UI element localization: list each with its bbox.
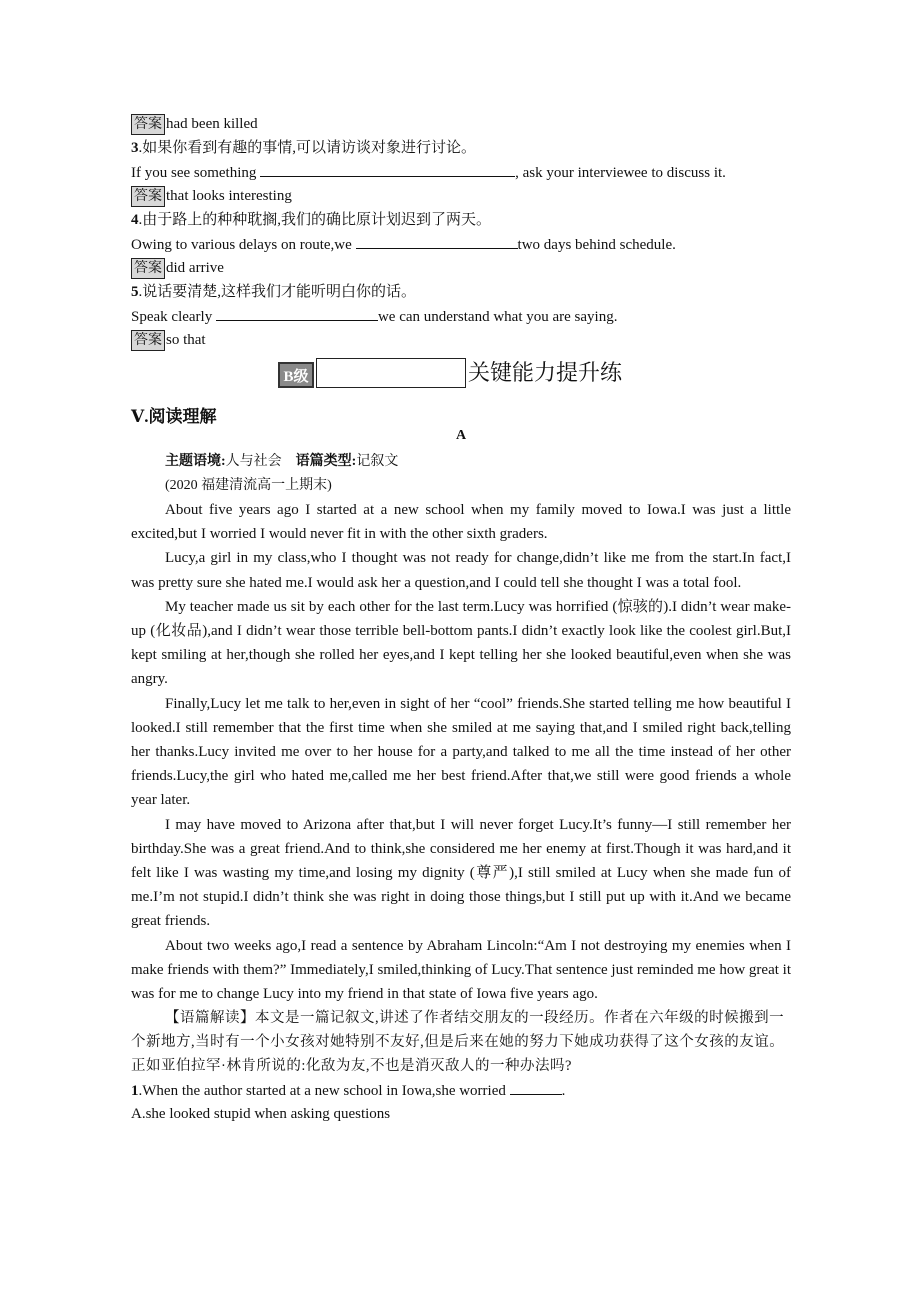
level-box [316, 358, 466, 388]
sentence-after: two days behind schedule. [517, 237, 676, 253]
theme-value: 人与社会 [225, 454, 282, 469]
paragraph-1: About five years ago I started at a new school when my family moved to Iowa.I was just a little excited,but I worried I would never fit in with the other sixth graders. [131, 502, 791, 543]
question-number: 5 [131, 284, 139, 300]
passage-label: A [455, 428, 467, 443]
sentence-before: If you see something [131, 165, 261, 181]
meta-line [131, 450, 791, 474]
answer-text: did arrive [166, 260, 224, 276]
answer-text: that looks interesting [166, 188, 292, 204]
worksheet-page [131, 112, 791, 1123]
question-cn [131, 136, 791, 160]
answer-row [131, 112, 791, 136]
fill-blank[interactable] [260, 160, 515, 177]
option-a[interactable]: A.she looked stupid when asking questions [131, 1106, 391, 1123]
fill-blank[interactable] [356, 232, 518, 249]
question-cn-text: .如果你看到有趣的事情,可以请访谈对象进行讨论。 [138, 140, 477, 156]
passage-analysis: 【语篇解读】本文是一篇记叙文,讲述了作者结交朋友的一段经历。作者在六年级的时候搬到一个新地方,当时有一个小女孩对她特别不友好,但是后来在她的努力下她成功获得了这个女孩的友谊。正如亚伯拉罕·林肯所说的:化敌为友,不也是消灭敌人的一种办法吗? [131, 1010, 785, 1075]
question-en [131, 160, 791, 184]
translation-items [131, 112, 791, 352]
question-1 [131, 1078, 791, 1102]
answer-tag: 答案 [131, 186, 165, 207]
type-value: 记叙文 [356, 454, 399, 469]
question-number: 3 [131, 140, 139, 156]
sentence-before: Owing to various delays on route,we [131, 237, 356, 253]
answer-blank[interactable] [510, 1078, 562, 1095]
paragraph-3: My teacher made us sit by each other for the last term.Lucy was horrified (惊骇的).I didn’t wear make-up (化妆品),and I didn’t wear those terrible bell-bottom pants.I didn’t exactly look like the coolest girl.But,I kept smiling at her,though she rolled her eyes,and I kept telling her she looked beautiful,even when she was angry. [131, 598, 791, 688]
question-number: 4 [131, 212, 139, 228]
source-line: (2020 福建清流高一上期末) [165, 478, 332, 493]
level-title: 关键能力提升练 [468, 361, 623, 386]
level-banner [278, 358, 622, 388]
sentence-after: , ask your interviewee to discuss it. [515, 165, 726, 181]
answer-text: so that [166, 332, 206, 348]
answer-tag: 答案 [131, 330, 165, 351]
paragraph-6: About two weeks ago,I read a sentence by Abraham Lincoln:“Am I not destroying my enemies when I make friends with them?” Immediately,I smiled,thinking of Lucy.That sentence just reminded me how great it was for me to change Lucy into my friend in that state of Iowa five years ago. [131, 937, 791, 1003]
answer-row [131, 328, 791, 352]
answer-row [131, 184, 791, 208]
sentence-after: we can understand what you are saying. [377, 309, 618, 325]
answer-tag: 答案 [131, 258, 165, 279]
paragraph-4: Finally,Lucy let me talk to her,even in sight of her “cool” friends.She started telling me how beautiful I looked.I still remember that the first time when she smiled at me saying that,and I smiled right back,telling her thanks.Lucy invited me over to her house for a party,and talked to me all the time instead of her other friends.Lucy,the girl who hated me,called me her best friend.After that,we still were good friends a whole year later. [131, 695, 791, 809]
question-cn [131, 208, 791, 232]
fill-blank[interactable] [216, 304, 378, 321]
question-cn-text: .说话要清楚,这样我们才能听明白你的话。 [138, 284, 417, 300]
question-en [131, 232, 791, 256]
section-heading: Ⅴ.阅读理解 [131, 407, 217, 426]
answer-tag: 答案 [131, 114, 165, 135]
passage-block [131, 450, 791, 1126]
theme-label: 主题语境: [165, 454, 226, 469]
type-label: 语篇类型: [295, 454, 357, 469]
answer-text: had been killed [166, 116, 258, 132]
question-cn-text: .由于路上的种种耽搁,我们的确比原计划迟到了两天。 [138, 212, 492, 228]
question-text: .When the author started at a new school in Iowa,she worried [138, 1083, 510, 1100]
question-end: . [561, 1083, 566, 1100]
level-badge: B级 [278, 362, 314, 388]
sentence-before: Speak clearly [131, 309, 216, 325]
paragraph-5: I may have moved to Arizona after that,but I will never forget Lucy.It’s funny—I still remember her birthday.She was a great friend.And to think,she considered me her enemy at first.Though it was hard,and it felt like I was wasting my time,and losing my dignity (尊严),I still smiled at Lucy when she made fun of me.I’m not stupid.I didn’t think she was right in doing those things,but I still put up with it.And we became great friends. [131, 816, 791, 930]
answer-row [131, 256, 791, 280]
paragraph-2: Lucy,a girl in my class,who I thought was not ready for change,didn’t like me from the start.In fact,I was pretty sure she hated me.I would ask her a question,and I could tell she thought I was a total fool. [131, 550, 791, 591]
question-cn [131, 280, 791, 304]
question-number: 1 [131, 1083, 139, 1100]
question-en [131, 304, 791, 328]
